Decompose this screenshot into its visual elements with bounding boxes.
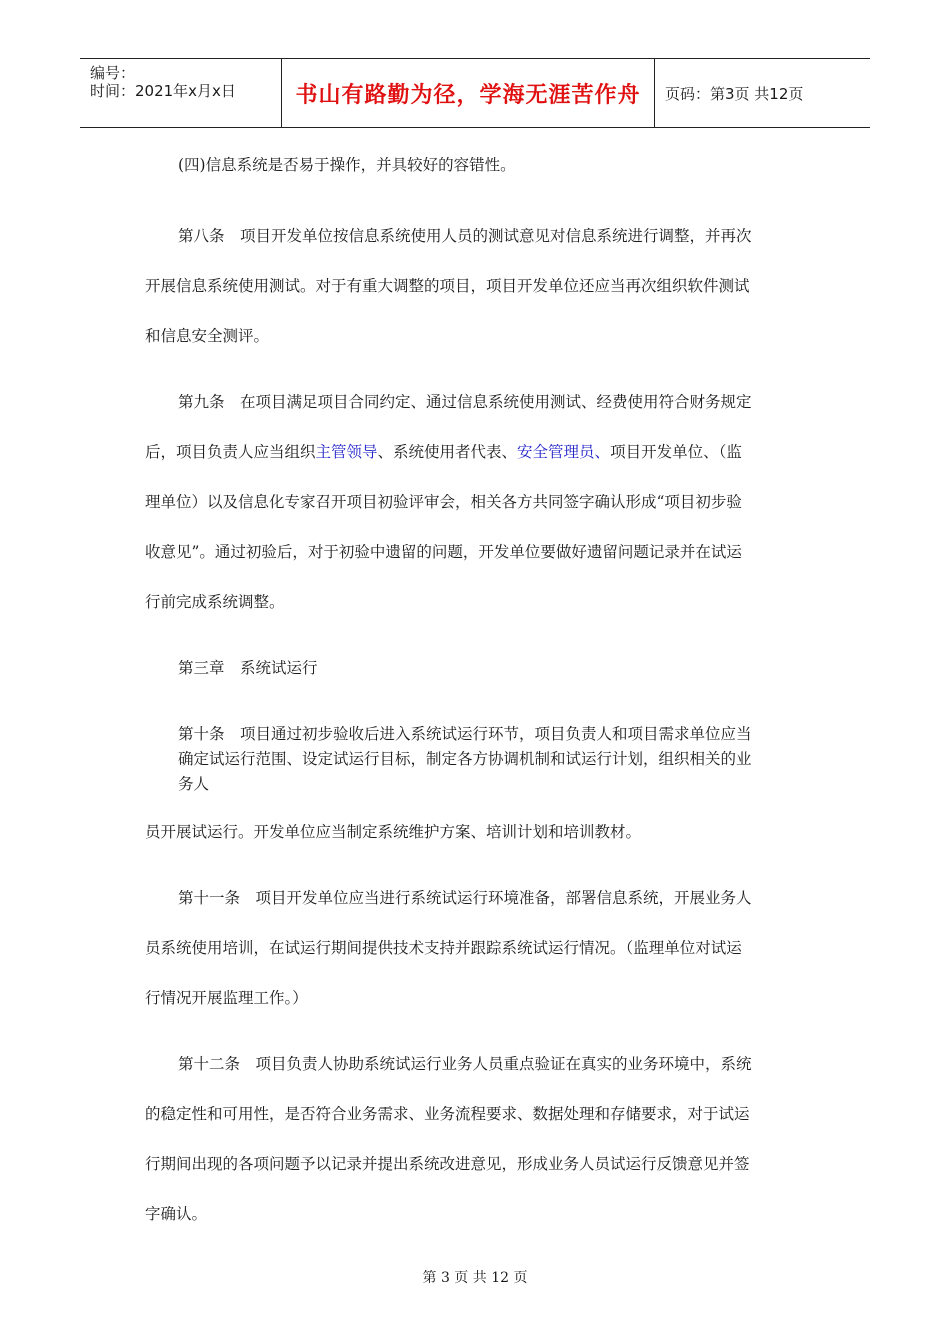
article-9-text-b: 、系统使用者代表、 bbox=[377, 443, 518, 461]
article-11-line-1: 第十一条 项目开发单位应当进行系统试运行环境准备，部署信息系统，开展业务人 bbox=[178, 889, 752, 907]
article-12-line-2: 的稳定性和可用性，是否符合业务需求、业务流程要求、数据处理和存储要求，对于试运 bbox=[145, 1105, 750, 1123]
article-12-line-3: 行期间出现的各项问题予以记录并提出系统改进意见，形成业务人员试运行反馈意见并签 bbox=[145, 1155, 750, 1173]
article-9-line-1: 第九条 在项目满足项目合同约定、通过信息系统使用测试、经费使用符合财务规定 bbox=[178, 393, 752, 411]
link-supervisor[interactable]: 主管领导 bbox=[315, 443, 378, 461]
article-9-text-a: 后，项目负责人应当组织 bbox=[145, 443, 316, 461]
header-meta-cell bbox=[80, 59, 282, 127]
time-label: 时间：2021年x月x日 bbox=[90, 82, 236, 100]
paragraph-4: (四)信息系统是否易于操作，并具较好的容错性。 bbox=[178, 156, 516, 174]
article-9-text-c: 项目开发单位、（监 bbox=[610, 443, 742, 461]
article-9-line-3: 理单位）以及信息化专家召开项目初验评审会，相关各方共同签字确认形成“项目初步验 bbox=[145, 493, 742, 511]
article-10-line-4: 员开展试运行。开发单位应当制定系统维护方案、培训计划和培训教材。 bbox=[145, 823, 642, 841]
article-11-line-3: 行情况开展监理工作。） bbox=[145, 989, 308, 1007]
article-9-line-4: 收意见”。通过初验后，对于初验中遗留的问题，开发单位要做好遗留问题记录并在试运 bbox=[145, 543, 742, 561]
link-security-admin[interactable]: 安全管理员、 bbox=[517, 443, 611, 461]
number-label: 编号： bbox=[90, 64, 136, 82]
article-9-line-5: 行前完成系统调整。 bbox=[145, 593, 285, 611]
article-8-line-3: 和信息安全测评。 bbox=[145, 327, 270, 345]
article-11-line-2: 员系统使用培训，在试运行期间提供技术支持并跟踪系统试运行情况。（监理单位对试运 bbox=[145, 939, 742, 957]
article-8-line-1: 第八条 项目开发单位按信息系统使用人员的测试意见对信息系统进行调整，并再次 bbox=[178, 227, 752, 245]
article-8-line-2: 开展信息系统使用测试。对于有重大调整的项目，项目开发单位还应当再次组织软件测试 bbox=[145, 277, 750, 295]
article-10-line-3: 务人 bbox=[178, 775, 210, 793]
article-10-line-2: 确定试运行范围、设定试运行目标，制定各方协调机制和试运行计划，组织相关的业 bbox=[178, 750, 752, 768]
header-motto: 书山有路勤为径，学海无涯苦作舟 bbox=[282, 59, 655, 127]
article-12-line-4: 字确认。 bbox=[145, 1205, 208, 1223]
article-12-line-1: 第十二条 项目负责人协助系统试运行业务人员重点验证在真实的业务环境中，系统 bbox=[178, 1055, 752, 1073]
document-header bbox=[80, 58, 870, 128]
chapter-heading: 第三章 系统试运行 bbox=[178, 659, 318, 677]
header-page-info: 页码：第3页 共12页 bbox=[665, 84, 804, 103]
article-9-line-2 bbox=[145, 440, 805, 462]
page-footer: 第 3 页 共 12 页 bbox=[422, 1270, 528, 1286]
article-10-line-1: 第十条 项目通过初步验收后进入系统试运行环节，项目负责人和项目需求单位应当 bbox=[178, 725, 752, 743]
